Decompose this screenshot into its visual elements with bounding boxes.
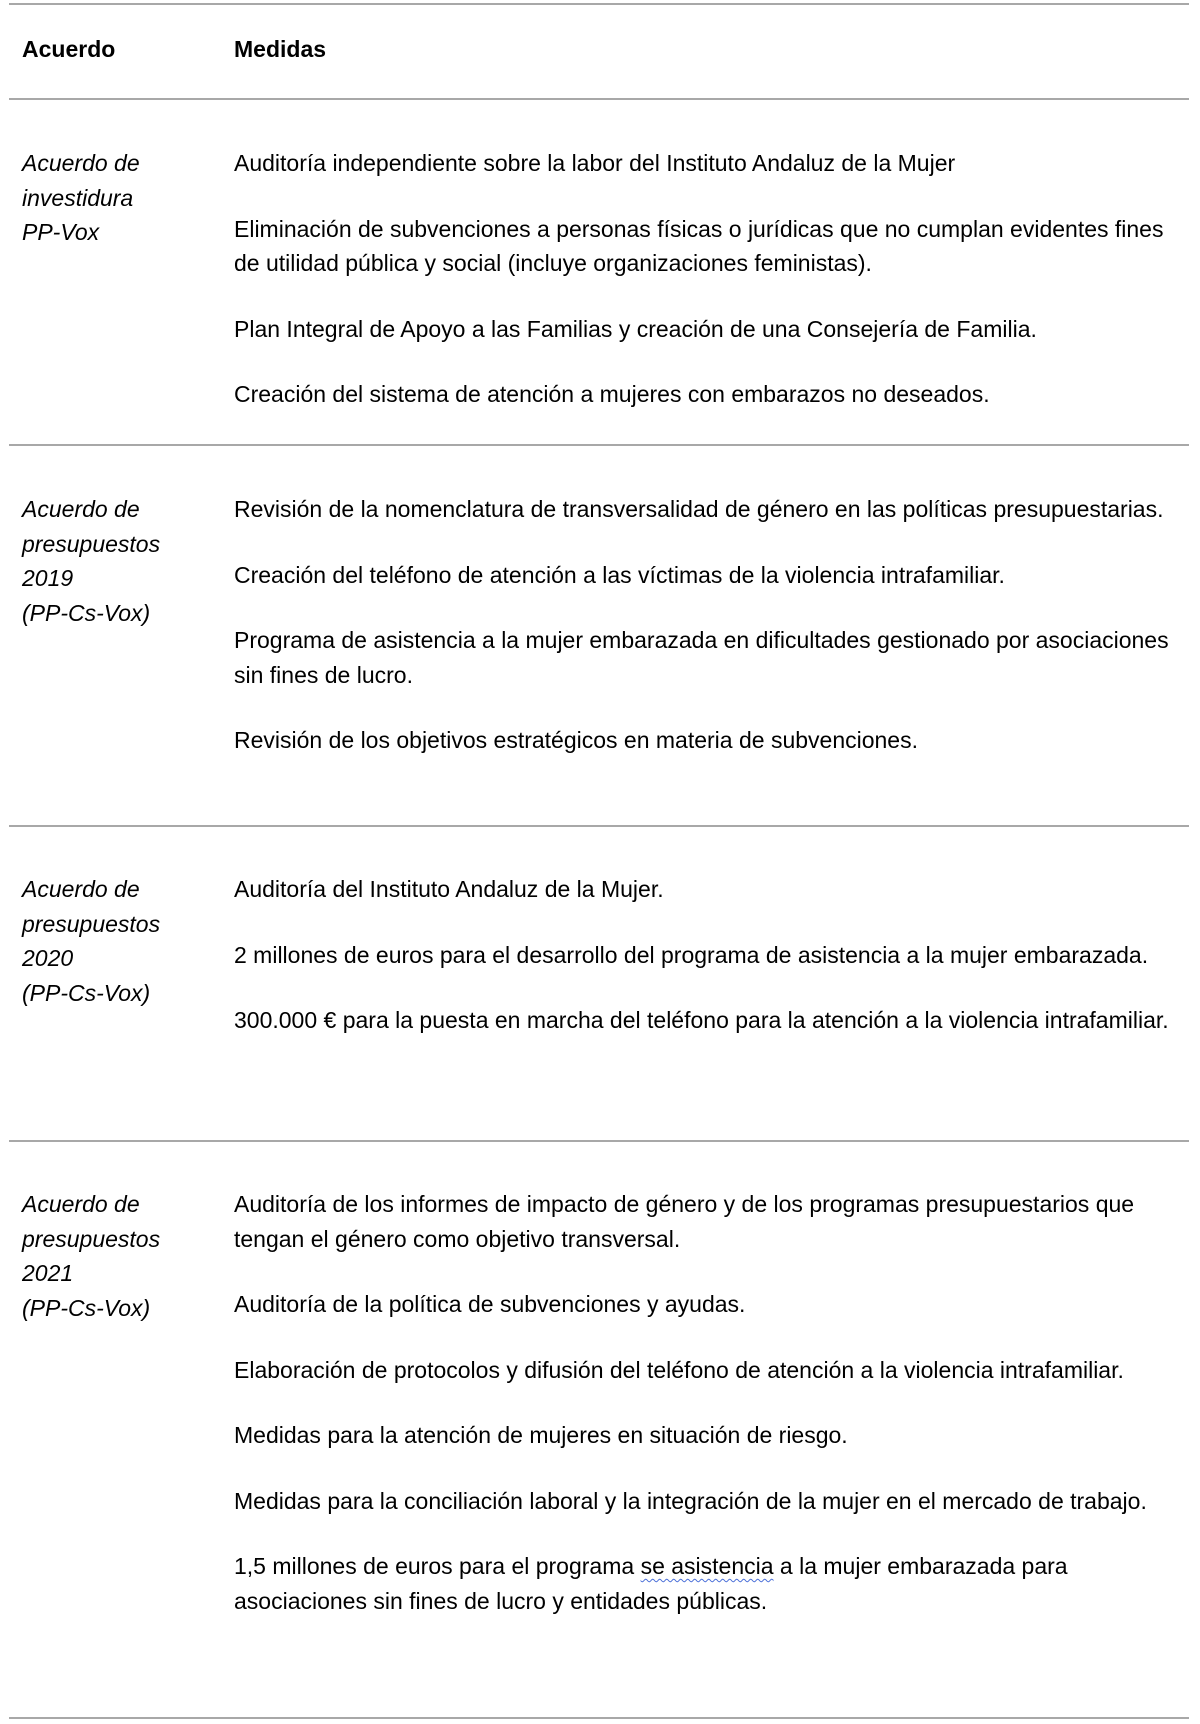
spellcheck-flagged-text[interactable]: se asistencia bbox=[640, 1553, 774, 1579]
medida-item: 300.000 € para la puesta en marcha del teléfono para la atención a la violencia intrafamiliar. bbox=[234, 1007, 1169, 1033]
medidas-cell bbox=[234, 492, 1184, 758]
medidas-cell bbox=[234, 1187, 1184, 1618]
acuerdo-line: PP-Vox bbox=[22, 219, 100, 245]
acuerdo-line: presupuestos bbox=[22, 910, 161, 937]
acuerdo-line: Acuerdo de bbox=[22, 876, 140, 902]
row-divider bbox=[9, 1140, 1189, 1142]
medida-item: Auditoría de la política de subvenciones y ayudas. bbox=[234, 1291, 746, 1317]
medida-item: Creación del sistema de atención a mujeres con embarazos no deseados. bbox=[234, 381, 990, 407]
acuerdo-line: Acuerdo de bbox=[22, 496, 140, 522]
table-bottom-border bbox=[9, 1717, 1189, 1719]
medida-item: Eliminación de subvenciones a personas físicas o jurídicas que no cumplan evidentes fines de utilidad pública y social (incluye organizaciones feministas). bbox=[234, 215, 1164, 276]
acuerdo-cell bbox=[22, 492, 212, 630]
medida-item: Medidas para la atención de mujeres en situación de riesgo. bbox=[234, 1422, 848, 1448]
medida-item: Auditoría de los informes de impacto de género y de los programas presupuestarios que tengan el género como objetivo transversal. bbox=[234, 1191, 1135, 1252]
medida-item: Auditoría independiente sobre la labor del Instituto Andaluz de la Mujer bbox=[234, 150, 956, 176]
medida-item: Medidas para la conciliación laboral y la integración de la mujer en el mercado de trabajo. bbox=[234, 1487, 1147, 1514]
row-divider bbox=[9, 444, 1189, 446]
medida-item: Revisión de la nomenclatura de transversalidad de género en las políticas presupuestarias. bbox=[234, 496, 1164, 522]
acuerdo-cell bbox=[22, 872, 212, 1010]
medidas-cell bbox=[234, 146, 1184, 412]
row-divider bbox=[9, 825, 1189, 827]
acuerdo-line: investidura bbox=[22, 184, 134, 211]
acuerdo-line: presupuestos bbox=[22, 1225, 161, 1252]
medida-item-last bbox=[234, 1549, 1184, 1618]
medida-item: Creación del teléfono de atención a las víctimas de la violencia intrafamiliar. bbox=[234, 561, 1005, 588]
medida-item: Plan Integral de Apoyo a las Familias y creación de una Consejería de Familia. bbox=[234, 315, 1037, 342]
medida-item: Auditoría del Instituto Andaluz de la Mujer. bbox=[234, 876, 664, 902]
medida-item: Revisión de los objetivos estratégicos en materia de subvenciones. bbox=[234, 727, 918, 753]
medida-item: Elaboración de protocolos y difusión del teléfono de atención a la violencia intrafamiliar. bbox=[234, 1356, 1124, 1383]
acuerdo-line: (PP-Cs-Vox) bbox=[22, 599, 151, 626]
acuerdo-line: 2021 bbox=[22, 1260, 74, 1286]
acuerdo-line: (PP-Cs-Vox) bbox=[22, 979, 151, 1006]
acuerdo-line: presupuestos bbox=[22, 530, 161, 557]
acuerdo-line: 2020 bbox=[22, 945, 74, 971]
medida-item: Programa de asistencia a la mujer embarazada en dificultades gestionado por asociaciones sin fines de lucro. bbox=[234, 627, 1169, 688]
acuerdo-line: 2019 bbox=[22, 565, 74, 591]
header-acuerdo: Acuerdo bbox=[22, 36, 116, 62]
header-divider bbox=[9, 98, 1189, 100]
acuerdo-line: (PP-Cs-Vox) bbox=[22, 1294, 151, 1321]
acuerdo-cell bbox=[22, 146, 212, 250]
medida-text: a la mujer embarazada para asociaciones sin fines de lucro y entidades públicas. bbox=[234, 1553, 1068, 1614]
medida-text: 1,5 millones de euros para el programa bbox=[234, 1553, 641, 1579]
table-top-border bbox=[9, 3, 1189, 5]
header-medidas: Medidas bbox=[234, 36, 327, 62]
medida-item: 2 millones de euros para el desarrollo del programa de asistencia a la mujer embarazada. bbox=[234, 941, 1149, 968]
acuerdo-line: Acuerdo de bbox=[22, 150, 140, 176]
acuerdo-line: Acuerdo de bbox=[22, 1191, 140, 1217]
acuerdo-cell bbox=[22, 1187, 212, 1325]
medidas-cell bbox=[234, 872, 1184, 1038]
